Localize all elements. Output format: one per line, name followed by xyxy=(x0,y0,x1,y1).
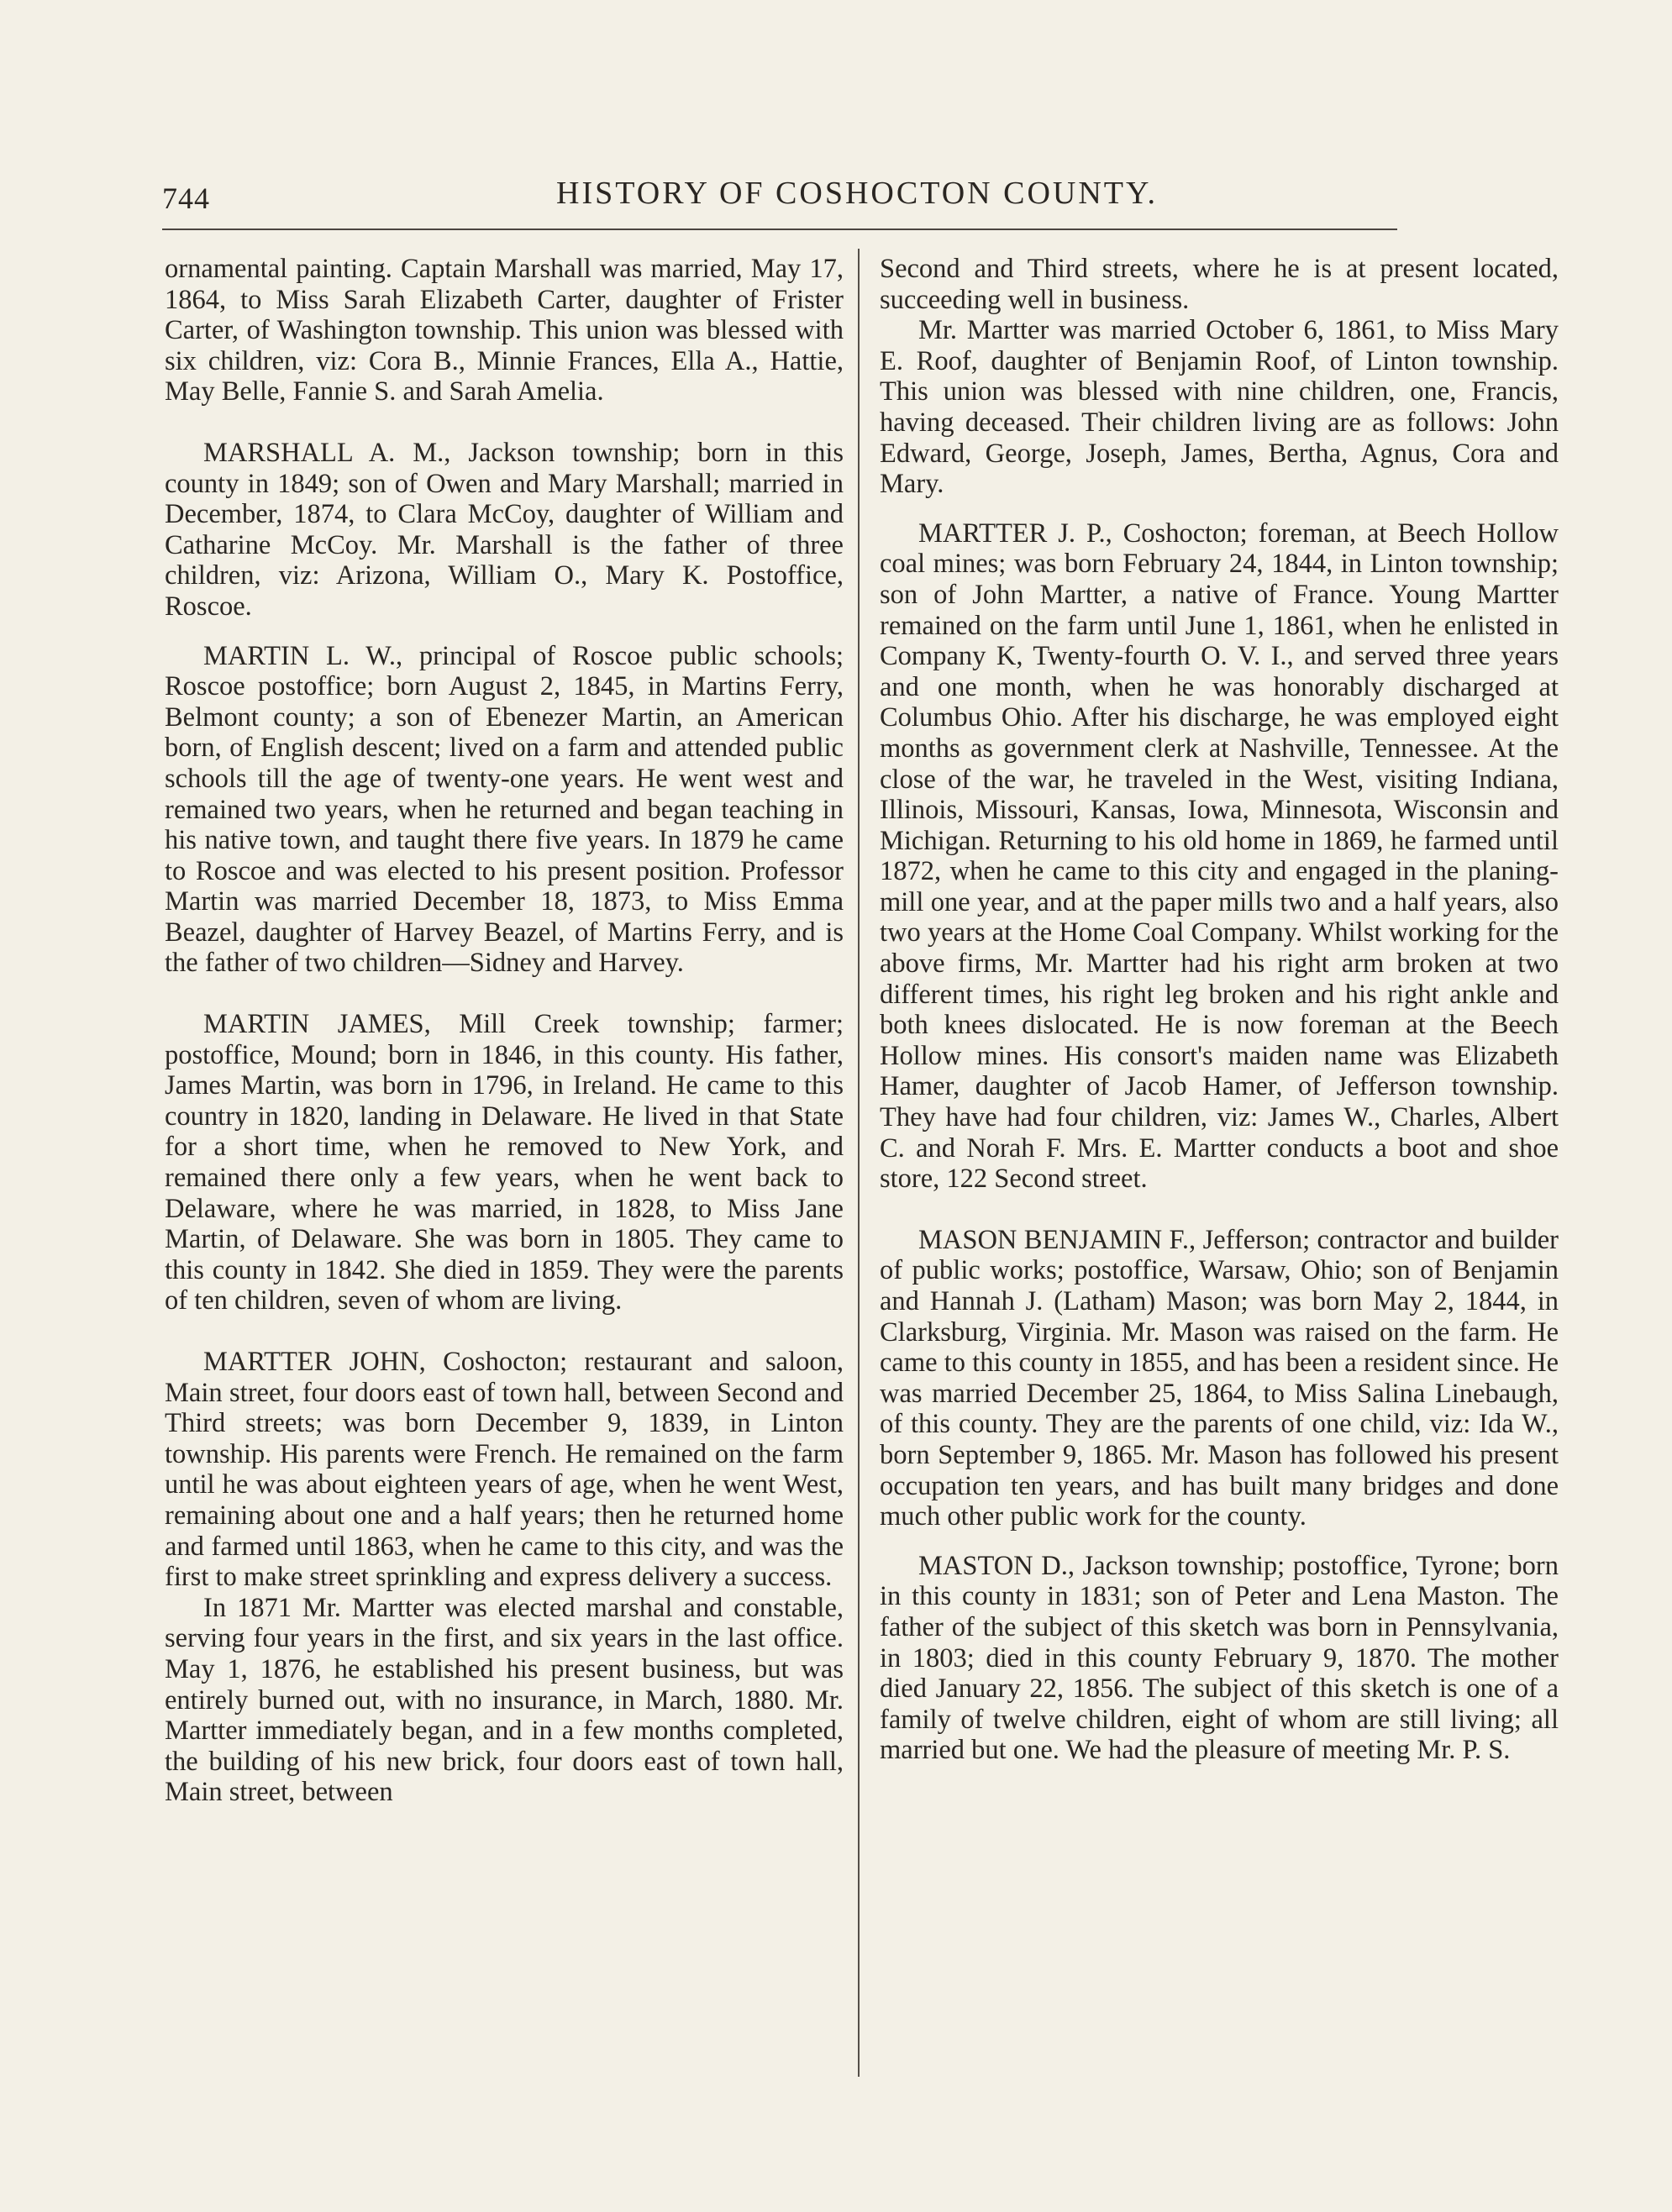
column-divider xyxy=(858,249,860,2077)
page-number: 744 xyxy=(162,181,210,215)
entry-martin-l-w: MARTIN L. W., principal of Roscoe public schools; Roscoe postoffice; born August 2, 1845, in Martins Ferry, Belmont county; a son of Ebenezer Martin, an American born, of English descent; lived on a farm and attended public schools till the age of twenty-one years. He went west and remained two years, when he returned and began teaching in his native town, and taught there five years. In 1879 he came to Roscoe and was elected to his present position. Professor Martin was married December 18, 1873, to Miss Emma Beazel, daughter of Harvey Beazel, of Martins Ferry, and is the father of two children—Sidney and Harvey. xyxy=(165,640,844,979)
entry-marshall-a-m: MARSHALL A. M., Jackson township; born in this county in 1849; son of Owen and Mary Marshall; married in December, 1874, to Clara McCoy, daughter of William and Catharine McCoy. Mr. Marshall is the father of three children, viz: Arizona, William O., Mary K. Postoffice, Roscoe. xyxy=(165,437,844,622)
entry-martter-john-cont: In 1871 Mr. Martter was elected marshal and constable, serving four years in the first, and six years in the last office. May 1, 1876, he established his present business, but was entirely burned out, with no insurance, in March, 1880. Mr. Martter immediately began, and in a few months completed, the building of his new brick, four doors east of town hall, Main street, between xyxy=(165,1592,844,1808)
running-title: HISTORY OF COSHOCTON COUNTY. xyxy=(556,176,1159,211)
entry-mason-benjamin-f: MASON BENJAMIN F., Jefferson; contractor and builder of public works; postoffice, Warsaw, Ohio; son of Benjamin and Hannah J. (Latham) Mason; was born May 2, 1844, in Clarksburg, Virginia. Mr. Mason was raised on the farm. He came to this county in 1855, and has been a resident since. He was married December 25, 1864, to Miss Salina Linebaugh, of this county. They are the parents of one child, viz: Ida W., born September 9, 1865. Mr. Mason has followed his present occupation ten years, and has built many bridges and done much other public work for the county. xyxy=(880,1224,1559,1532)
entry-martter-john-marriage: Mr. Martter was married October 6, 1861, to Miss Mary E. Roof, daughter of Benjamin Roof, of Linton township. This union was blessed with nine children, one, Francis, having deceased. Their children living are as follows: John Edward, George, Joseph, James, Bertha, Agnus, Cora and Mary. xyxy=(880,315,1559,500)
paragraph-continuation-right: Second and Third streets, where he is at present located, succeeding well in business. xyxy=(880,254,1559,315)
header-rule xyxy=(162,229,1397,230)
right-column xyxy=(880,254,1559,1766)
entry-martin-james: MARTIN JAMES, Mill Creek township; farmer; postoffice, Mound; born in 1846, in this county. His father, James Martin, was born in 1796, in Ireland. He came to this country in 1820, landing in Delaware. He lived in that State for a short time, when he removed to New York, and remained there only a few years, when he went back to Delaware, where he was married, in 1828, to Miss Jane Martin, of Delaware. She was born in 1805. They came to this county in 1842. She died in 1859. They were the parents of ten children, seven of whom are living. xyxy=(165,1009,844,1316)
entry-martter-j-p: MARTTER J. P., Coshocton; foreman, at Beech Hollow coal mines; was born February 24, 1844, in Linton township; son of John Martter, a native of France. Young Martter remained on the farm until June 1, 1861, when he enlisted in Company K, Twenty-fourth O. V. I., and served three years and one month, when he was honorably discharged at Columbus Ohio. After his discharge, he was employed eight months as government clerk at Nashville, Tennessee. At the close of the war, he traveled in the West, visiting Indiana, Illinois, Missouri, Kansas, Iowa, Minnesota, Wisconsin and Michigan. Returning to his old home in 1869, he farmed until 1872, when he came to this city and engaged in the planing-mill one year, and at the paper mills two and a half years, also two years at the Home Coal Company. Whilst working for the above firms, Mr. Martter had his right arm broken at two different times, his right leg broken and his right ankle and both knees dislocated. He is now foreman at the Beech Hollow mines. His consort's maiden name was Elizabeth Hamer, daughter of Jacob Hamer, of Jefferson township. They have had four children, viz: James W., Charles, Albert C. and Norah F. Mrs. E. Martter conducts a boot and shoe store, 122 Second street. xyxy=(880,518,1559,1195)
left-column xyxy=(165,254,844,1808)
paragraph-continuation: ornamental painting. Captain Marshall was married, May 17, 1864, to Miss Sarah Elizabeth Carter, daughter of Frister Carter, of Washington township. This union was blessed with six children, viz: Cora B., Minnie Frances, Ella A., Hattie, May Belle, Fannie S. and Sarah Amelia. xyxy=(165,254,844,407)
entry-maston-d: MASTON D., Jackson township; postoffice, Tyrone; born in this county in 1831; son of Peter and Lena Maston. The father of the subject of this sketch was born in Pennsylvania, in 1803; died in this county February 9, 1870. The mother died January 22, 1856. The subject of this sketch is one of a family of twelve children, eight of whom are still living; all married but one. We had the pleasure of meeting Mr. P. S. xyxy=(880,1550,1559,1766)
entry-martter-john: MARTTER JOHN, Coshocton; restaurant and saloon, Main street, four doors east of town hall, between Second and Third streets; was born December 9, 1839, in Linton township. His parents were French. He remained on the farm until he was about eighteen years of age, when he went West, remaining about one and a half years; then he returned home and farmed until 1863, when he came to this city, and was the first to make street sprinkling and express delivery a success. xyxy=(165,1347,844,1593)
